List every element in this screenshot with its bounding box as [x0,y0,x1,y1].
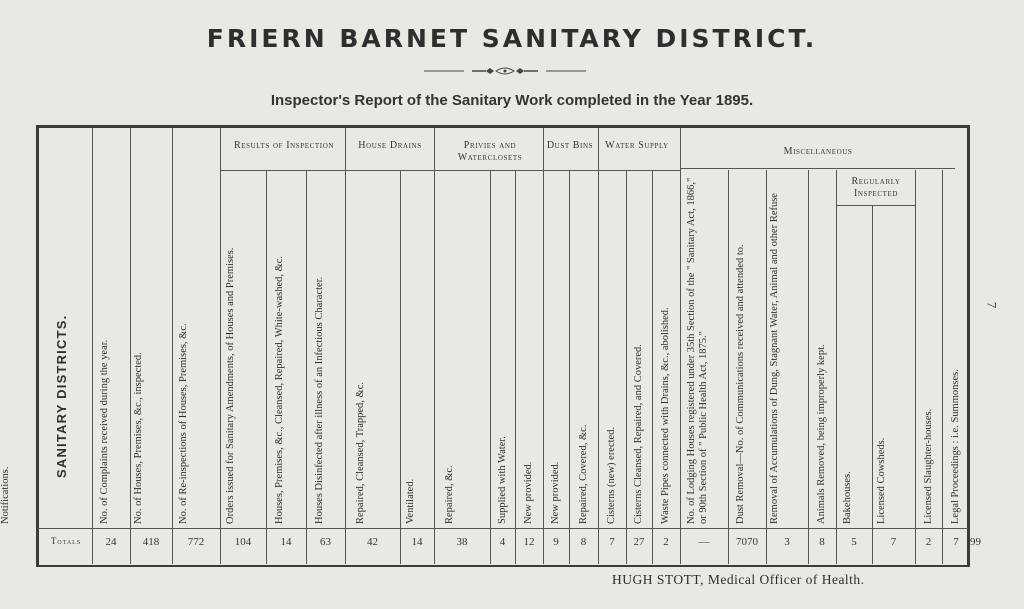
column-rule [306,170,307,564]
column-rule [808,170,809,564]
totals-cell: 8 [580,536,587,548]
column-header: No. of Re-inspections of Houses, Premises, &c. [178,323,189,524]
header-rule [680,168,955,169]
group-regular: Regularly Inspected [851,176,901,199]
column-header: Animals Removed, being improperly kept. [816,344,827,524]
header-rule [836,205,915,206]
column-rule [680,128,681,564]
column-rule [598,128,599,564]
column-rule [569,170,570,564]
totals-cell: 418 [142,536,160,548]
column-rule [515,170,516,564]
totals-cell: 5 [851,536,857,548]
totals-cell: 14 [280,536,292,548]
column-rule [626,170,627,564]
column-header: Notifications. [0,466,11,524]
column-rule [92,128,93,564]
column-rule [872,205,873,564]
column-rule [400,170,401,564]
totals-cell: 3 [784,536,790,548]
totals-cell: 4 [499,536,506,548]
column-rule [652,170,653,564]
stub-header: SANITARY DISTRICTS. [54,314,69,478]
header-rule [38,528,968,529]
column-rule [942,170,943,564]
column-header: Repaired, &c. [444,465,455,524]
column-rule [915,170,916,564]
group-results: Results of Inspection [233,140,335,151]
column-header: Dust Removal—No. of Communications received and attended to. [735,244,746,524]
column-rule [728,170,729,564]
column-header: Waste Pipes connected with Drains, &c., abolished. [660,307,671,524]
column-header: New provided. [523,461,534,524]
column-rule [172,128,173,564]
column-rule [836,170,837,564]
totals-cell: 14 [411,536,423,548]
totals-cell: — [698,536,710,548]
totals-cell: 12 [523,536,535,548]
header-rule [220,170,680,171]
column-header: No. of Houses, Premises, &c., inspected. [133,352,144,524]
column-header: Cisterns (new) erected. [606,426,617,524]
group-drains: House Drains [358,140,422,151]
column-rule [434,128,435,564]
totals-cell: 42 [367,536,378,548]
column-rule [543,128,544,564]
column-header: Repaired, Cleansed, Trapped, &c. [354,381,366,524]
column-header: No. of Lodging Houses registered under 35th Section of the " Sanitary Act, 1866," or 90th Section of " Public Health Act, 1875." [686,177,709,524]
column-rule [490,170,491,564]
column-rule [345,128,346,564]
totals-cell: 2 [663,536,669,548]
page-number: 7 [984,301,1000,309]
group-privies: Privies and Waterclosets [457,140,523,163]
totals-cell: 99 [970,536,981,548]
document-title: FRIERN BARNET SANITARY DISTRICT. [206,24,818,53]
column-rule [220,128,221,564]
totals-cell: 7 [609,536,615,548]
signature-line: HUGH STOTT, Medical Officer of Health. [612,572,865,587]
group-misc: Miscellaneous [783,146,853,157]
totals-cell: 63 [320,536,331,548]
column-header: No. of Complaints received during the year. [99,339,110,524]
totals-cell: 27 [633,536,645,548]
group-water: Water Supply [605,140,669,151]
column-header: Repaired, Covered, &c. [577,424,589,524]
column-header: Orders issued for Sanitary Amendments, of Houses and Premises. [225,247,236,524]
ornament-rule [424,64,586,78]
totals-cell: 7 [890,536,897,548]
column-header: Bakehouses. [842,471,853,524]
column-header: Houses, Premises, &c., Cleansed, Repaired, White-washed, &c. [274,255,285,524]
column-header: Cisterns Cleansed, Repaired, and Covered. [633,344,644,524]
totals-label: Totals [50,536,82,546]
column-header: Legal Proceedings : i.e. Summonses. [950,369,961,524]
column-header: Licensed Cowsheds. [875,437,887,524]
column-rule [130,128,131,564]
column-header: New provided. [550,461,561,524]
totals-cell: 7 [953,536,959,548]
totals-cell: 9 [553,536,559,548]
column-rule [766,170,767,564]
column-header: Supplied with Water. [496,436,508,524]
totals-cell: 2 [925,536,932,548]
column-header: Licensed Slaughter-houses. [922,408,934,524]
column-header: Ventilated. [405,478,416,524]
totals-cell: 24 [105,536,117,548]
column-header: Houses Disinfected after illness of an Infectious Character. [313,276,325,524]
group-bins: Dust Bins [546,140,594,151]
report-subtitle: Inspector's Report of the Sanitary Work completed in the Year 1895. [270,92,754,109]
totals-cell: 8 [819,536,825,548]
column-rule [266,170,267,564]
totals-cell: 104 [234,536,252,548]
column-header: Removal of Accumulations of Dung, Stagnant Water, Animal and other Refuse [769,193,780,524]
totals-cell: 7070 [736,536,758,548]
totals-cell: 38 [456,536,468,548]
totals-cell: 772 [187,536,205,548]
